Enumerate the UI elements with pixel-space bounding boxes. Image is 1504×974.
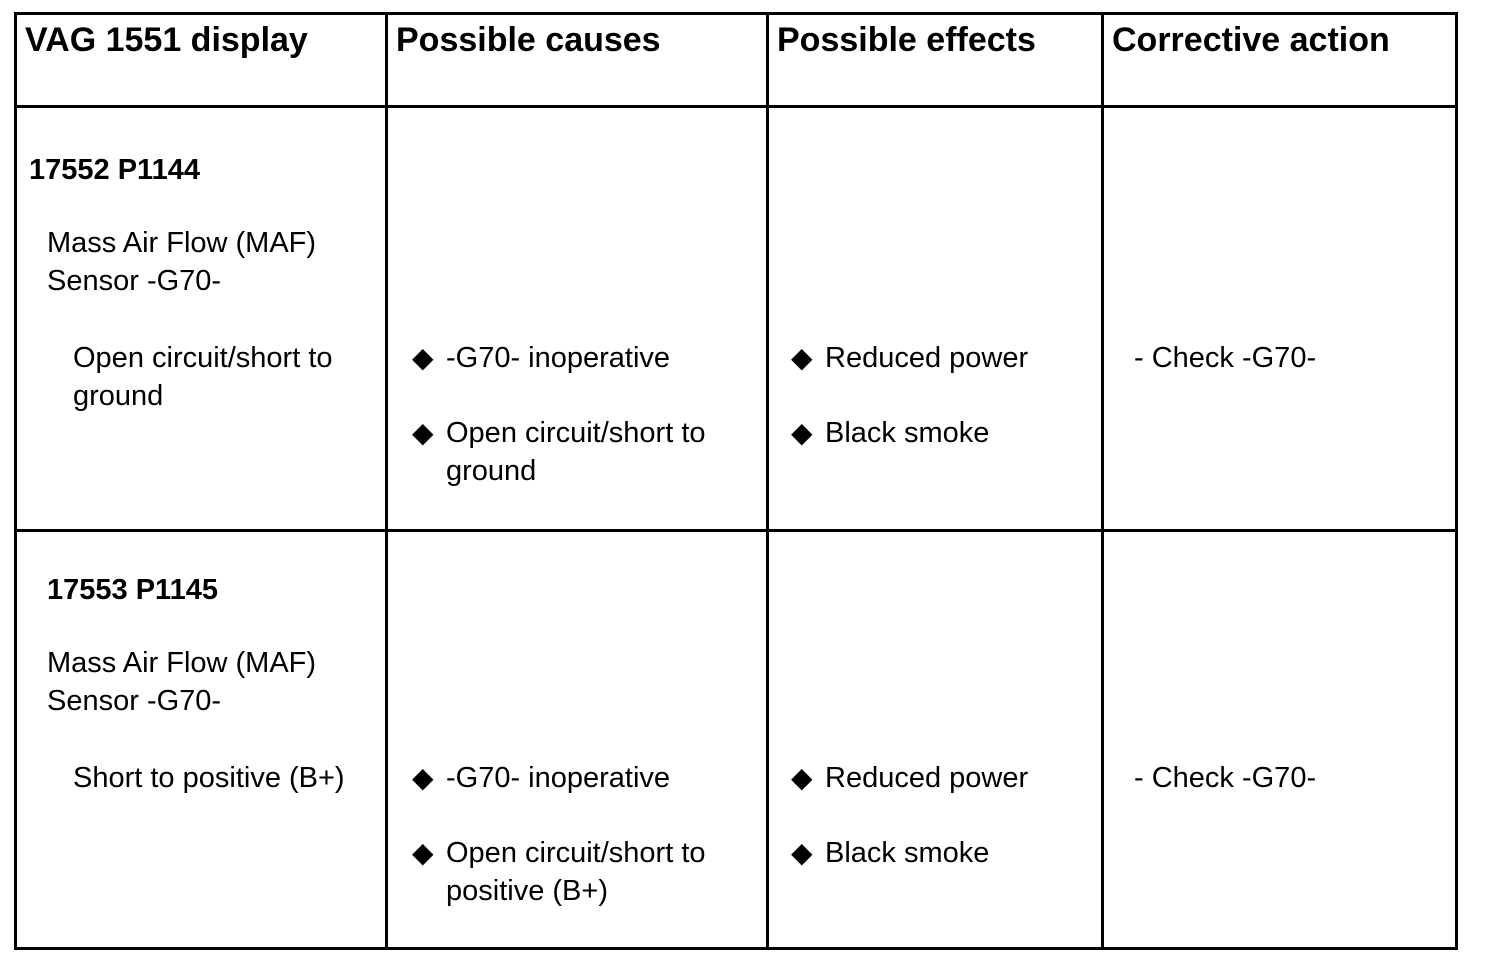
- diamond-bullet-icon: ◆: [412, 762, 434, 793]
- row-2-effects-cell: [769, 532, 1104, 947]
- diamond-bullet-icon: ◆: [412, 837, 434, 868]
- row-1-action-cell: [1104, 108, 1455, 532]
- diamond-bullet-icon: ◆: [412, 417, 434, 448]
- component-name: Mass Air Flow (MAF) Sensor -G70-: [47, 647, 317, 717]
- header-causes: Possible causes: [388, 15, 769, 108]
- diamond-bullet-icon: ◆: [791, 417, 813, 448]
- row-1-display-cell: [17, 108, 388, 532]
- fault-code: 17553 P1145: [47, 574, 218, 606]
- effect-item: ◆ Black smoke: [791, 834, 1091, 872]
- fault-code-table: [14, 12, 1458, 950]
- corrective-action: - Check -G70-: [1134, 342, 1317, 374]
- fault-condition: Open circuit/short to ground: [73, 342, 333, 412]
- cause-item: ◆ Open circuit/short to positive (B+): [412, 834, 752, 910]
- diamond-bullet-icon: ◆: [791, 342, 813, 373]
- cause-item: ◆ -G70- inoperative: [412, 339, 752, 377]
- diamond-bullet-icon: ◆: [412, 342, 434, 373]
- effect-item: ◆ Black smoke: [791, 414, 1091, 452]
- row-2-action-cell: [1104, 532, 1455, 947]
- cause-item: ◆ Open circuit/short to ground: [412, 414, 752, 490]
- corrective-action: - Check -G70-: [1134, 762, 1317, 794]
- cause-item: ◆ -G70- inoperative: [412, 759, 752, 797]
- component-name: Mass Air Flow (MAF) Sensor -G70-: [47, 227, 317, 297]
- fault-code: 17552 P1144: [29, 154, 200, 186]
- row-1-effects-cell: [769, 108, 1104, 532]
- effect-item: ◆ Reduced power: [791, 339, 1091, 377]
- row-1-causes-cell: [388, 108, 769, 532]
- header-display: VAG 1551 display: [17, 15, 388, 108]
- effect-item: ◆ Reduced power: [791, 759, 1091, 797]
- row-2-causes-cell: [388, 532, 769, 947]
- diamond-bullet-icon: ◆: [791, 762, 813, 793]
- row-2-display-cell: [17, 532, 388, 947]
- fault-condition: Short to positive (B+): [73, 762, 345, 794]
- diamond-bullet-icon: ◆: [791, 837, 813, 868]
- header-action: Corrective action: [1104, 15, 1455, 108]
- header-effects: Possible effects: [769, 15, 1104, 108]
